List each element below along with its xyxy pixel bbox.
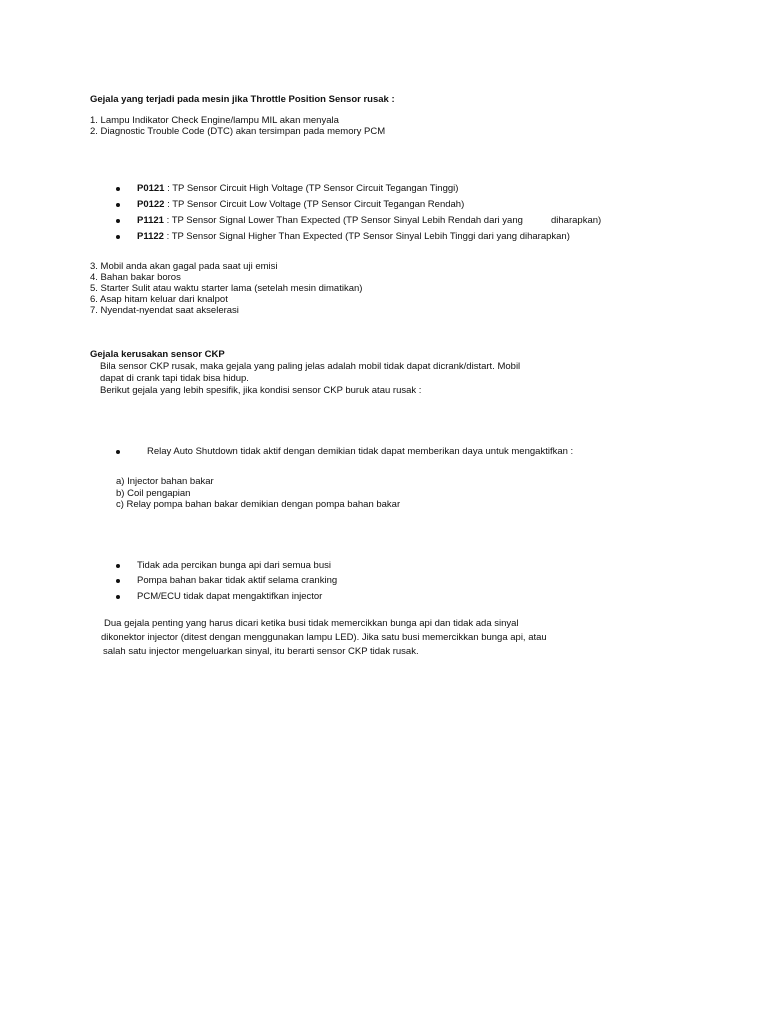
sub-item-c: c) Relay pompa bahan bakar demikian dengan pompa bahan bakar xyxy=(116,499,401,510)
tps-item-7: 7. Nyendat-nyendat saat akselerasi xyxy=(90,305,239,316)
dtc-code: P0122 xyxy=(137,199,165,210)
dtc-desc-continuation: diharapkan) xyxy=(551,215,602,226)
tps-item-3: 3. Mobil anda akan gagal pada saat uji emisi xyxy=(90,261,278,272)
ckp-intro-line-1: Bila sensor CKP rusak, maka gejala yang paling jelas adalah mobil tidak dapat dicrank/distart. Mobil xyxy=(100,361,521,372)
symptom-item-2: Pompa bahan bakar tidak aktif selama cranking xyxy=(137,575,338,586)
dtc-desc: : TP Sensor Circuit High Voltage (TP Sensor Circuit Tegangan Tinggi) xyxy=(164,183,459,194)
closing-line-3: salah satu injector mengeluarkan sinyal, itu berarti sensor CKP tidak rusak. xyxy=(103,646,419,657)
bullet-icon xyxy=(116,579,120,583)
dtc-desc: : TP Sensor Signal Lower Than Expected (TP Sensor Sinyal Lebih Rendah dari yang xyxy=(163,215,523,226)
symptom-item-1: Tidak ada percikan bunga api dari semua busi xyxy=(137,560,331,571)
ckp-intro-line-2: dapat di crank tapi tidak bisa hidup. xyxy=(100,373,249,384)
closing-line-2: dikonektor injector (ditest dengan menggunakan lampu LED). Jika satu busi memercikkan bunga api, atau xyxy=(101,632,547,643)
bullet-icon xyxy=(116,235,120,239)
bullet-icon xyxy=(116,564,120,568)
dtc-code: P1121 xyxy=(137,215,164,226)
tps-item-4: 4. Bahan bakar boros xyxy=(90,272,181,283)
dtc-item xyxy=(137,215,523,226)
ckp-intro-line-3: Berikut gejala yang lebih spesifik, jika kondisi sensor CKP buruk atau rusak : xyxy=(100,385,422,396)
relay-bullet-text: Relay Auto Shutdown tidak aktif dengan demikian tidak dapat memberikan daya untuk mengaktifkan : xyxy=(147,446,574,457)
dtc-desc: : TP Sensor Circuit Low Voltage (TP Sensor Circuit Tegangan Rendah) xyxy=(164,199,465,210)
tps-item-2: 2. Diagnostic Trouble Code (DTC) akan tersimpan pada memory PCM xyxy=(90,126,386,137)
bullet-icon xyxy=(116,203,120,207)
sub-item-b: b) Coil pengapian xyxy=(116,488,191,499)
tps-item-5: 5. Starter Sulit atau waktu starter lama (setelah mesin dimatikan) xyxy=(90,283,363,294)
dtc-code: P0121 xyxy=(137,183,165,194)
dtc-item xyxy=(137,183,458,194)
bullet-icon xyxy=(116,450,120,454)
tps-item-6: 6. Asap hitam keluar dari knalpot xyxy=(90,294,228,305)
dtc-item xyxy=(137,199,464,210)
sub-item-a: a) Injector bahan bakar xyxy=(116,476,214,487)
tps-heading: Gejala yang terjadi pada mesin jika Throttle Position Sensor rusak : xyxy=(90,94,395,105)
ckp-heading: Gejala kerusakan sensor CKP xyxy=(90,349,225,360)
closing-line-1: Dua gejala penting yang harus dicari ketika busi tidak memercikkan bunga api dan tidak ada sinyal xyxy=(104,618,519,629)
dtc-item xyxy=(137,231,570,242)
dtc-desc: : TP Sensor Signal Higher Than Expected (TP Sensor Sinyal Lebih Tinggi dari yang diharapkan) xyxy=(163,231,570,242)
bullet-icon xyxy=(116,219,120,223)
bullet-icon xyxy=(116,187,120,191)
dtc-code: P1122 xyxy=(137,231,164,242)
tps-item-1: 1. Lampu Indikator Check Engine/lampu MIL akan menyala xyxy=(90,115,339,126)
bullet-icon xyxy=(116,595,120,599)
symptom-item-3: PCM/ECU tidak dapat mengaktifkan injector xyxy=(137,591,323,602)
